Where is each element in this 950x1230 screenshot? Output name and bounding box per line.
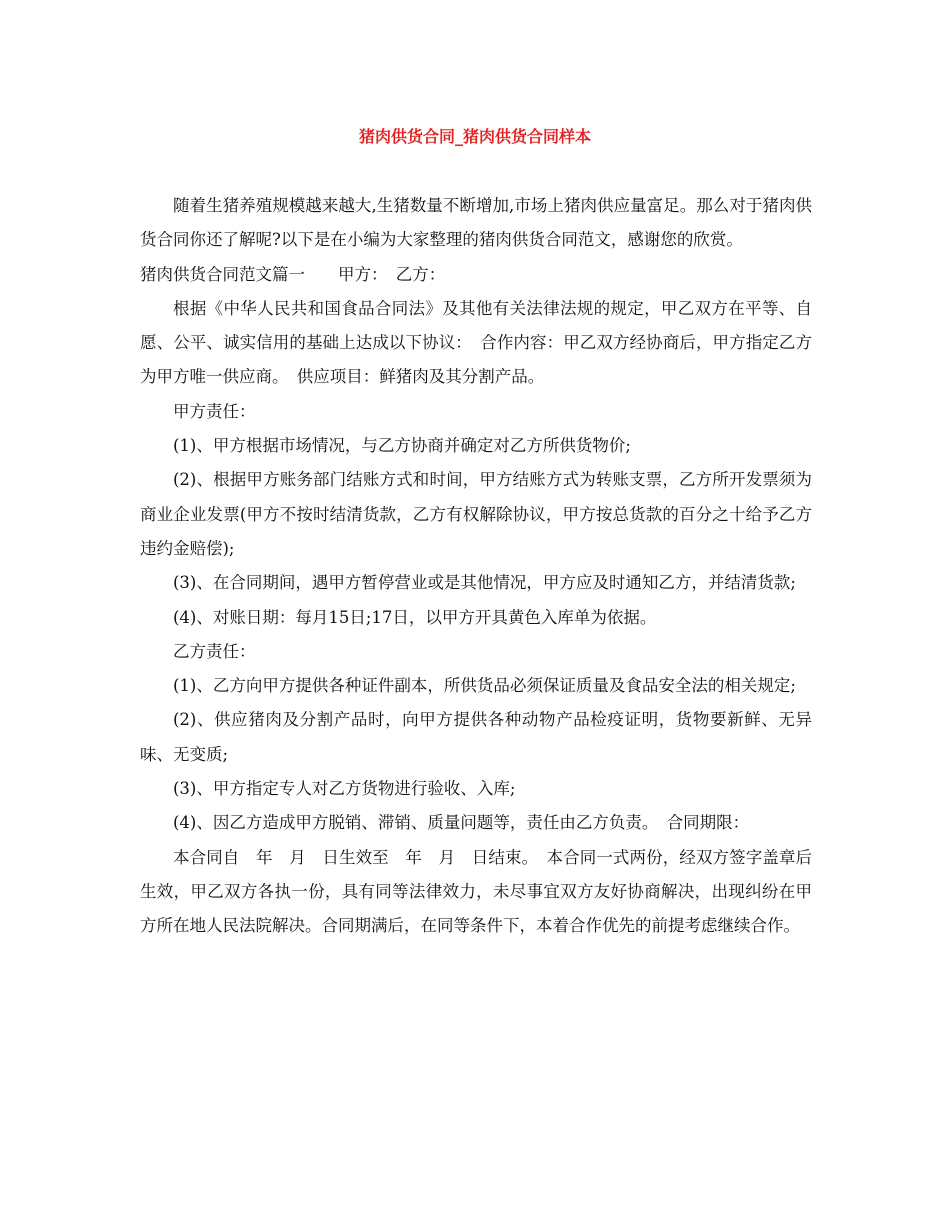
intro-paragraph: 随着生猪养殖规模越来越大,生猪数量不断增加,市场上猪肉供应量富足。那么对于猪肉供货合同你还了解呢?以下是在小编为大家整理的猪肉供货合同范文，感谢您的欣赏。 [140, 196, 812, 250]
party-a-clause-4: (4)、对账日期：每月15日;17日，以甲方开具黄色入库单为依据。 [173, 607, 657, 627]
section-heading-sample-one: 猪肉供货合同范文篇一 甲方： 乙方： [140, 264, 446, 284]
document-body [140, 189, 812, 944]
party-b-clause-3: (3)、甲方指定专人对乙方货物进行验收、入库; [173, 779, 516, 799]
document-title: 猪肉供货合同_猪肉供货合同样本 [358, 127, 591, 146]
agreement-paragraph: 根据《中华人民共和国食品合同法》及其他有关法律法规的规定，甲乙双方在平等、自愿、公平、诚实信用的基础上达成以下协议： 合作内容：甲乙双方经协商后，甲方指定乙方为甲方唯一供应商。 供应项目：鲜猪肉及其分割产品。 [140, 298, 812, 387]
party-a-responsibilities-heading: 甲方责任： [173, 401, 256, 421]
party-b-clause-1: (1)、乙方向甲方提供各种证件副本，所供货品必须保证质量及食品安全法的相关规定; [173, 676, 796, 696]
contract-term-paragraph: 本合同自 年 月 日生效至 年 月 日结束。 本合同一式两份，经双方签字盖章后生效，甲乙双方各执一份，具有同等法律效力，未尽事宜双方友好协商解决，出现纠纷在甲方所在地人民法院解决。合同期满后，在同等条件下，本着合作优先的前提考虑继续合作。 [140, 847, 812, 936]
party-a-clause-3: (3)、在合同期间，遇甲方暂停营业或是其他情况，甲方应及时通知乙方，并结清货款; [173, 573, 796, 593]
party-a-clause-1: (1)、甲方根据市场情况，与乙方协商并确定对乙方所供货物价; [173, 436, 631, 456]
party-b-responsibilities-heading: 乙方责任： [173, 641, 256, 661]
party-a-clause-2: (2)、根据甲方账务部门结账方式和时间，甲方结账方式为转账支票，乙方所开发票须为商业企业发票(甲方不按时结清货款，乙方有权解除协议，甲方按总货款的百分之十给予乙方违约金赔偿); [140, 470, 812, 558]
party-b-clause-4: (4)、因乙方造成甲方脱销、滞销、质量问题等，责任由乙方负责。 合同期限： [173, 813, 750, 833]
party-b-clause-2: (2)、供应猪肉及分割产品时，向甲方提供各种动物产品检疫证明，货物要新鲜、无异味、无变质; [140, 710, 812, 764]
